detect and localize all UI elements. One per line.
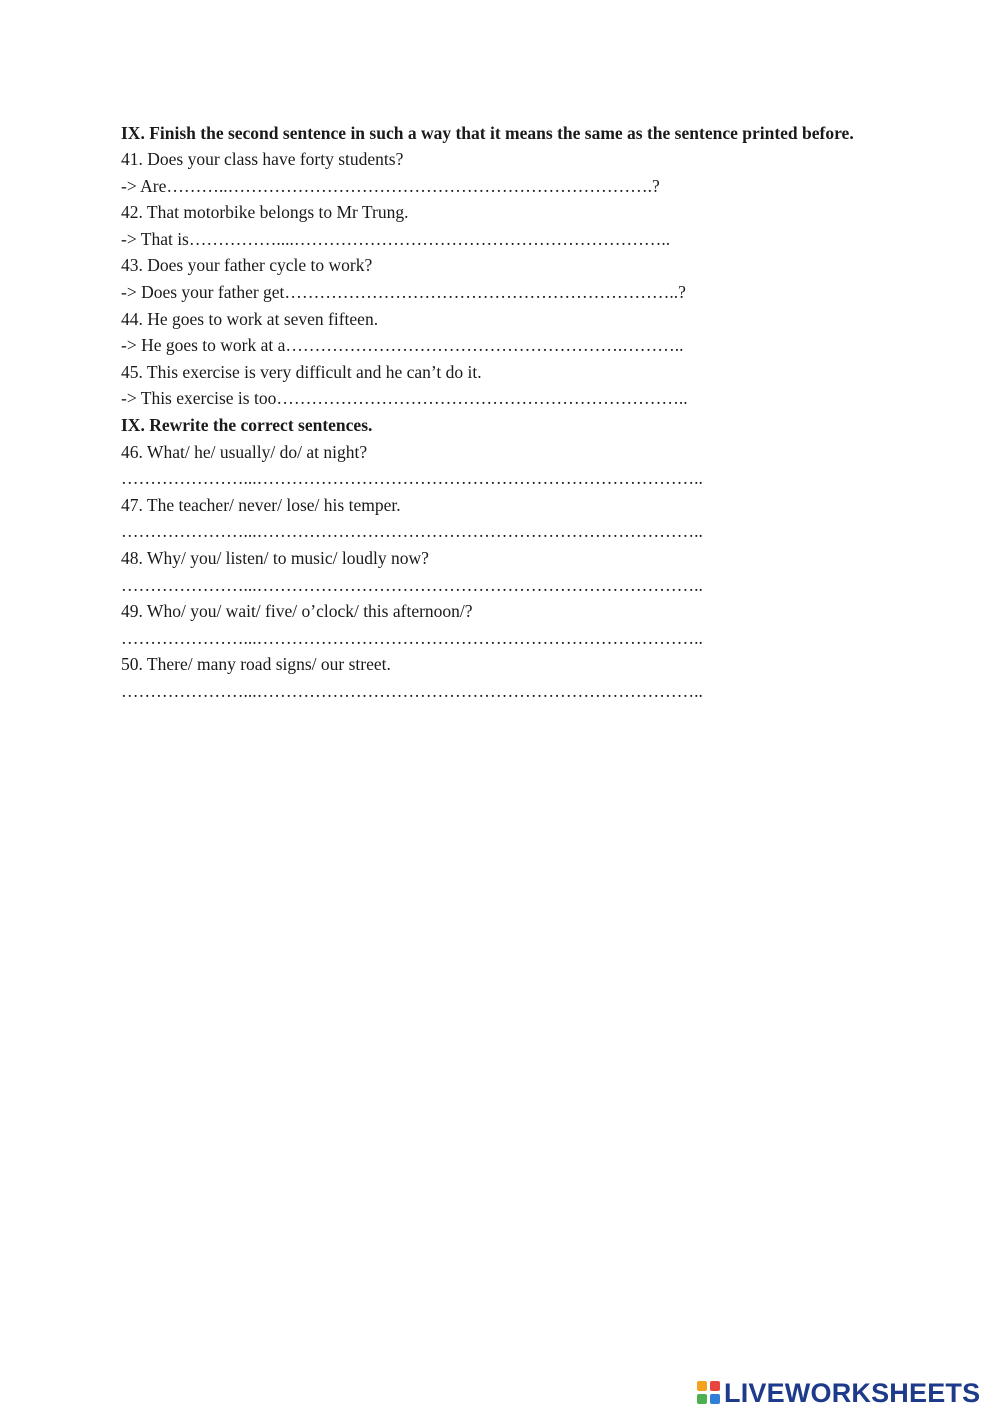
- question-42: 42. That motorbike belongs to Mr Trung.: [121, 202, 409, 223]
- answer-line-43[interactable]: -> Does your father get…………………………………………………………..?: [121, 281, 686, 302]
- answer-line-45[interactable]: -> This exercise is too……………………………………………………………..: [121, 388, 688, 409]
- question-43: 43. Does your father cycle to work?: [121, 255, 373, 276]
- liveworksheets-logo[interactable]: [697, 1378, 980, 1408]
- logo-text: LIVEWORKSHEETS: [724, 1378, 981, 1408]
- question-49: 49. Who/ you/ wait/ five/ o’clock/ this afternoon/?: [121, 601, 473, 622]
- answer-line-42[interactable]: -> That is……………....………………………………………………………..: [121, 228, 671, 249]
- question-44: 44. He goes to work at seven fifteen.: [121, 308, 379, 329]
- section2-heading: IX. Rewrite the correct sentences.: [121, 414, 373, 435]
- answer-line-41[interactable]: -> Are………..……………………………………………………………….?: [121, 175, 660, 196]
- answer-line-44[interactable]: -> He goes to work at a………………………………………………….………..: [121, 335, 684, 356]
- answer-line-50[interactable]: …………………...…………………………………………………………………..: [121, 680, 703, 701]
- answer-line-46[interactable]: …………………...…………………………………………………………………..: [121, 468, 703, 489]
- answer-line-48[interactable]: …………………...…………………………………………………………………..: [121, 574, 703, 595]
- answer-line-49[interactable]: …………………...…………………………………………………………………..: [121, 627, 703, 648]
- section1-heading: IX. Finish the second sentence in such a way that it means the same as the sentence printed before.: [121, 123, 854, 143]
- question-48: 48. Why/ you/ listen/ to music/ loudly now?: [121, 547, 429, 568]
- answer-line-47[interactable]: …………………...…………………………………………………………………..: [121, 521, 703, 542]
- question-47: 47. The teacher/ never/ lose/ his temper.: [121, 494, 401, 515]
- question-50: 50. There/ many road signs/ our street.: [121, 654, 391, 675]
- question-41: 41. Does your class have forty students?: [121, 149, 404, 169]
- question-45: 45. This exercise is very difficult and he can’t do it.: [121, 361, 482, 382]
- question-46: 46. What/ he/ usually/ do/ at night?: [121, 441, 368, 462]
- liveworksheets-blocks-icon: [697, 1381, 721, 1405]
- worksheet-content: [121, 120, 886, 704]
